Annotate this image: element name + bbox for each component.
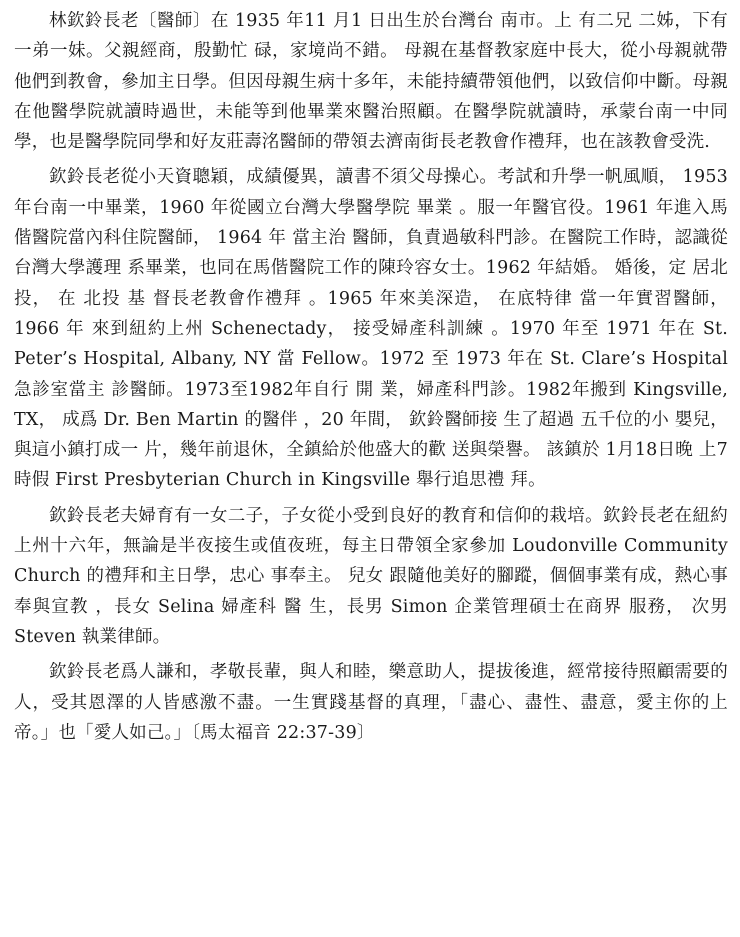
paragraph-career: 欽鈴長老從小天資聰穎，成績優異，讀書不須父母操心。考試和升學一帆風順， 1953 年台南一中畢業，1960 年從國立台灣大學醫學院 畢業 。服一年醫官役。1961 年進入馬偕醫院當內科住院醫師， 1964 年 當主治 醫師，負責過敏科門診。在醫院工作時，認識從台灣大學護理 系畢業，也同在馬偕醫院工作的陳玲容女士。1962 年結婚。 婚後，定 居北投， 在 北投 基 督長老教會作禮拜 。1965 年來美深造， 在底特律 當一年實習醫師，1966 年 來到紐約上州 Schenectady， 接受婦產科訓練 。1970 年至 1971 年在 St. Peter’s Hospital, Albany, NY 當 Fellow。1972 至 1973 年在 St. Clare’s Hospital 急診室當主 診醫師。1973至1982年自行 開 業，婦產科門診。1982年搬到 Kingsville, TX， 成爲 Dr. Ben Martin 的醫伴 ，20 年間， 欽鈴醫師接 生了超過 五千位的小 嬰兒，與這小鎮打成一 片，幾年前退休，全鎮給於他盛大的歡 送與榮譽。 該鎮於 1月18日晚 上7時假 First Presbyterian Church in Kingsville 舉行追思禮 拜。 [14, 167, 728, 491]
paragraph-character: 欽鈴長老爲人謙和，孝敬長輩，與人和睦，樂意助人，提拔後進，經常接待照顧需要的人，受其恩澤的人皆感激不盡。一生實踐基督的真理，「盡心、盡性、盡意，愛主你的上帝。」也「愛人如己。」〔馬太福音 22:37-39〕 [14, 662, 728, 743]
paragraph-family: 欽鈴長老夫婦育有一女二子，子女從小受到良好的教育和信仰的栽培。欽鈴長老在紐約上州十六年，無論是半夜接生或值夜班，每主日帶領全家參加 Loudonville Community Church 的禮拜和主日學，忠心 事奉主。 兒女 跟隨他美好的腳蹤，個個事業有成，熱心事奉與宣教 ，長女 Selina 婦產科 醫 生，長男 Simon 企業管理碩士在商界 服務， 次男 Steven 執業律師。 [14, 505, 728, 647]
paragraph-early-life: 林欽鈴長老〔醫師〕在 1935 年11 月1 日出生於台灣台 南市。上 有二兄 二姊，下有一弟一妹。父親經商，殷勤忙 碌，家境尚不錯。 母親在基督教家庭中長大，從小母親就帶他們到教會，參加主日學。但因母親生病十多年，未能持續帶領他們，以致信仰中斷。母親在他醫學院就讀時過世，未能等到他畢業來醫治照顧。在醫學院就讀時，承蒙台南一中同學，也是醫學院同學和好友莊壽洺醫師的帶領去濟南街長老教會作禮拜，也在該教會受洗. [14, 11, 728, 153]
